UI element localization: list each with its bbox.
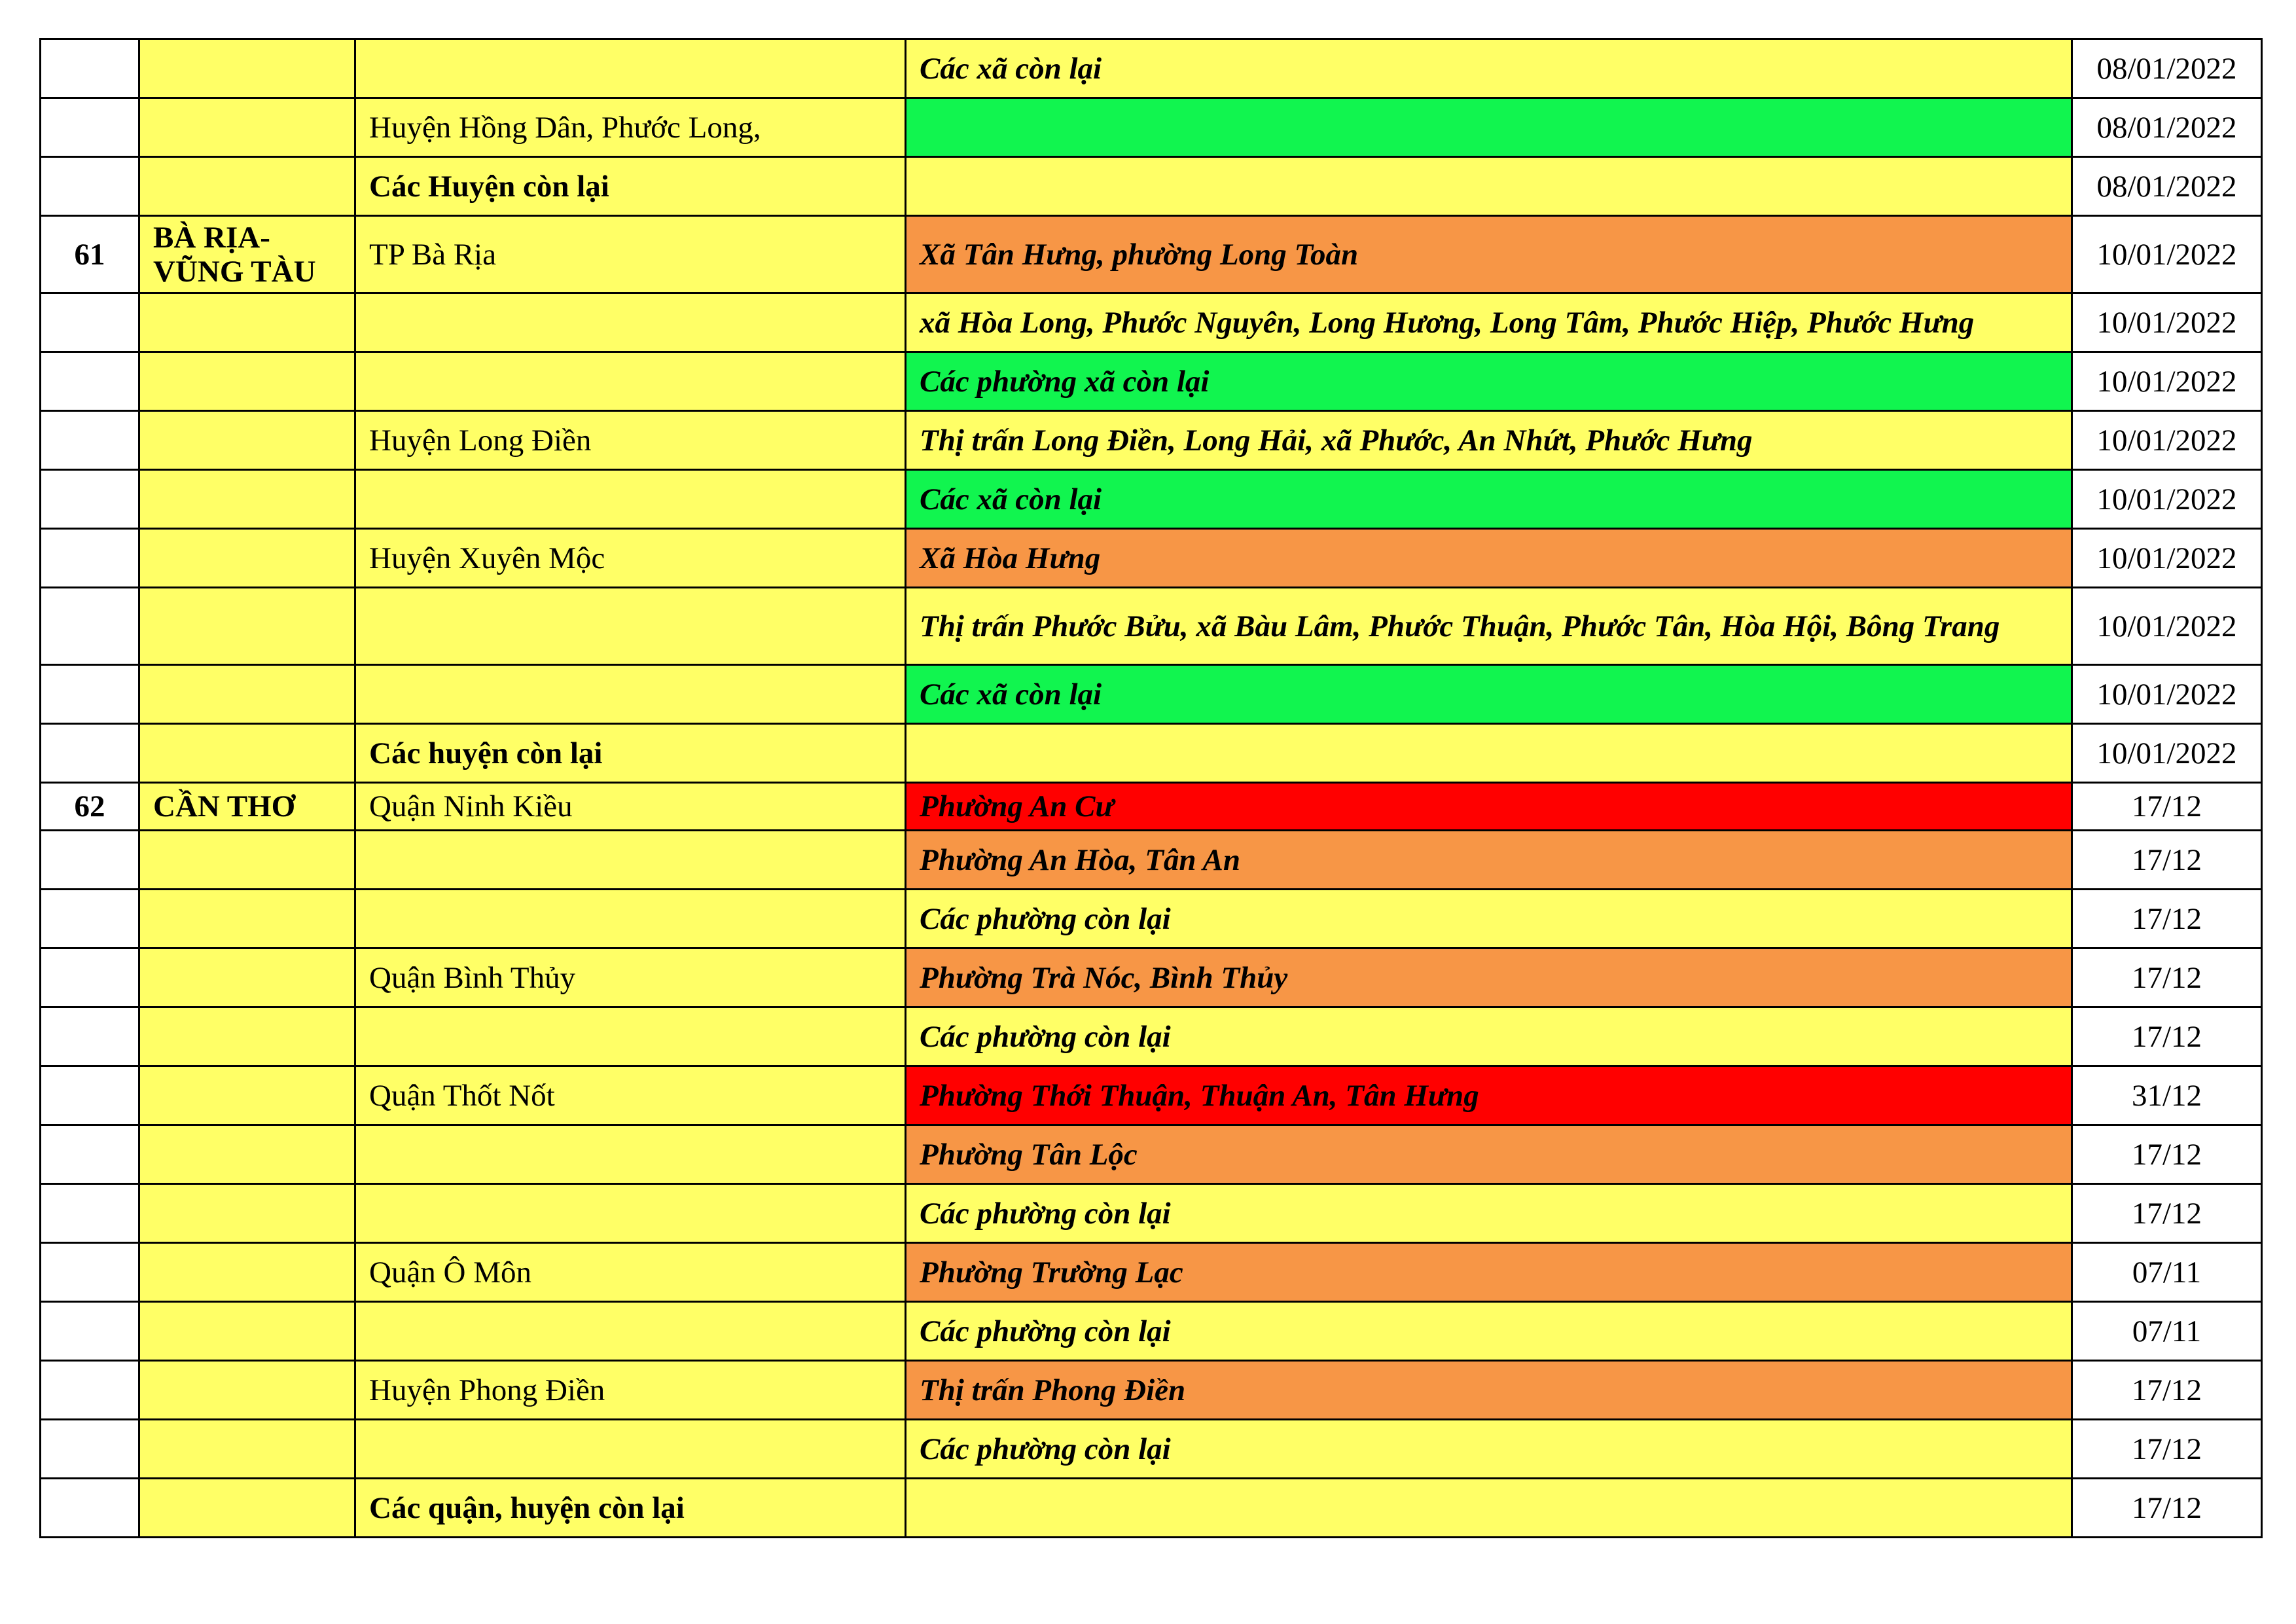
district-cell <box>355 1184 906 1243</box>
ward-cell: Phường An Cư <box>906 783 2072 831</box>
district-cell: Các quận, huyện còn lại <box>355 1479 906 1538</box>
district-cell <box>355 1420 906 1479</box>
table-row <box>41 1420 2262 1479</box>
province-cell <box>139 1420 355 1479</box>
date-cell: 17/12 <box>2072 831 2262 890</box>
district-cell: Các huyện còn lại <box>355 724 906 783</box>
table-row <box>41 783 2262 831</box>
province-cell <box>139 1361 355 1420</box>
district-cell: Quận Thốt Nốt <box>355 1066 906 1125</box>
district-cell <box>355 470 906 529</box>
ward-cell: Thị trấn Long Điền, Long Hải, xã Phước, An Nhứt, Phước Hưng <box>906 411 2072 470</box>
ward-cell: xã Hòa Long, Phước Nguyên, Long Hương, Long Tâm, Phước Hiệp, Phước Hưng <box>906 293 2072 352</box>
stt-cell <box>41 411 139 470</box>
date-cell: 17/12 <box>2072 1420 2262 1479</box>
date-cell: 10/01/2022 <box>2072 588 2262 665</box>
stt-cell <box>41 529 139 588</box>
ward-cell: Thị trấn Phong Điền <box>906 1361 2072 1420</box>
date-cell: 31/12 <box>2072 1066 2262 1125</box>
district-cell: Huyện Xuyên Mộc <box>355 529 906 588</box>
stt-cell: 61 <box>41 216 139 293</box>
stt-cell <box>41 890 139 948</box>
district-cell <box>355 1302 906 1361</box>
province-cell <box>139 1184 355 1243</box>
district-cell: Quận Bình Thủy <box>355 948 906 1007</box>
province-cell <box>139 948 355 1007</box>
date-cell: 10/01/2022 <box>2072 470 2262 529</box>
date-cell: 17/12 <box>2072 1125 2262 1184</box>
date-cell: 10/01/2022 <box>2072 529 2262 588</box>
stt-cell <box>41 1420 139 1479</box>
date-cell: 07/11 <box>2072 1243 2262 1302</box>
date-cell: 10/01/2022 <box>2072 411 2262 470</box>
table-row <box>41 293 2262 352</box>
province-cell: BÀ RỊA-VŨNG TÀU <box>139 216 355 293</box>
ward-cell: Các phường còn lại <box>906 890 2072 948</box>
ward-cell: Phường Tân Lộc <box>906 1125 2072 1184</box>
province-cell <box>139 1243 355 1302</box>
stt-cell <box>41 98 139 157</box>
table-row <box>41 98 2262 157</box>
province-cell <box>139 831 355 890</box>
ward-cell: Xã Hòa Hưng <box>906 529 2072 588</box>
stt-cell <box>41 39 139 98</box>
table-row <box>41 665 2262 724</box>
table-row <box>41 411 2262 470</box>
table-row <box>41 1184 2262 1243</box>
stt-cell <box>41 1361 139 1420</box>
table-row <box>41 157 2262 216</box>
ward-cell: Các xã còn lại <box>906 665 2072 724</box>
ward-cell <box>906 157 2072 216</box>
province-cell <box>139 724 355 783</box>
district-cell: Huyện Hồng Dân, Phước Long, <box>355 98 906 157</box>
ward-cell <box>906 1479 2072 1538</box>
district-cell <box>355 293 906 352</box>
stt-cell <box>41 1302 139 1361</box>
province-cell <box>139 588 355 665</box>
table-row <box>41 1125 2262 1184</box>
ward-cell: Phường An Hòa, Tân An <box>906 831 2072 890</box>
ward-cell: Các xã còn lại <box>906 39 2072 98</box>
district-cell <box>355 1125 906 1184</box>
stt-cell <box>41 588 139 665</box>
ward-cell: Thị trấn Phước Bửu, xã Bàu Lâm, Phước Thuận, Phước Tân, Hòa Hội, Bông Trang <box>906 588 2072 665</box>
province-cell <box>139 529 355 588</box>
ward-cell: Các xã còn lại <box>906 470 2072 529</box>
province-cell <box>139 1066 355 1125</box>
stt-cell <box>41 1066 139 1125</box>
district-cell <box>355 352 906 411</box>
date-cell: 10/01/2022 <box>2072 293 2262 352</box>
stt-cell <box>41 470 139 529</box>
district-cell <box>355 1007 906 1066</box>
table-row <box>41 948 2262 1007</box>
date-cell: 08/01/2022 <box>2072 157 2262 216</box>
table-row <box>41 1479 2262 1538</box>
table-row <box>41 216 2262 293</box>
table-row <box>41 1361 2262 1420</box>
date-cell: 17/12 <box>2072 1479 2262 1538</box>
stt-cell <box>41 665 139 724</box>
district-cell: Huyện Long Điền <box>355 411 906 470</box>
table-row <box>41 588 2262 665</box>
province-cell <box>139 1302 355 1361</box>
date-cell: 07/11 <box>2072 1302 2262 1361</box>
district-cell: Quận Ô Môn <box>355 1243 906 1302</box>
province-cell <box>139 98 355 157</box>
ward-cell: Các phường còn lại <box>906 1420 2072 1479</box>
date-cell: 08/01/2022 <box>2072 98 2262 157</box>
date-cell: 10/01/2022 <box>2072 665 2262 724</box>
district-cell: TP Bà Rịa <box>355 216 906 293</box>
table-row <box>41 352 2262 411</box>
stt-cell <box>41 1243 139 1302</box>
stt-cell <box>41 1125 139 1184</box>
ward-cell: Các phường xã còn lại <box>906 352 2072 411</box>
district-cell <box>355 890 906 948</box>
district-cell: Các Huyện còn lại <box>355 157 906 216</box>
risk-level-table <box>39 38 2263 1538</box>
table-row <box>41 724 2262 783</box>
table-row <box>41 831 2262 890</box>
stt-cell <box>41 1184 139 1243</box>
province-cell <box>139 293 355 352</box>
stt-cell <box>41 831 139 890</box>
ward-cell: Xã Tân Hưng, phường Long Toàn <box>906 216 2072 293</box>
table-row <box>41 1007 2262 1066</box>
date-cell: 17/12 <box>2072 1007 2262 1066</box>
date-cell: 17/12 <box>2072 1361 2262 1420</box>
ward-cell: Các phường còn lại <box>906 1007 2072 1066</box>
ward-cell <box>906 98 2072 157</box>
district-cell: Huyện Phong Điền <box>355 1361 906 1420</box>
stt-cell <box>41 157 139 216</box>
ward-cell: Phường Trà Nóc, Bình Thủy <box>906 948 2072 1007</box>
province-cell <box>139 890 355 948</box>
table-row <box>41 470 2262 529</box>
province-cell <box>139 1007 355 1066</box>
date-cell: 17/12 <box>2072 890 2262 948</box>
province-cell <box>139 470 355 529</box>
stt-cell <box>41 724 139 783</box>
stt-cell: 62 <box>41 783 139 831</box>
stt-cell <box>41 948 139 1007</box>
district-cell <box>355 588 906 665</box>
province-cell <box>139 352 355 411</box>
table-row <box>41 890 2262 948</box>
province-cell: CẦN THƠ <box>139 783 355 831</box>
date-cell: 10/01/2022 <box>2072 724 2262 783</box>
date-cell: 17/12 <box>2072 783 2262 831</box>
table-body <box>41 39 2262 1538</box>
stt-cell <box>41 1007 139 1066</box>
province-cell <box>139 1125 355 1184</box>
table-row <box>41 39 2262 98</box>
table-row <box>41 1243 2262 1302</box>
province-cell <box>139 39 355 98</box>
district-cell <box>355 39 906 98</box>
table-row <box>41 1066 2262 1125</box>
stt-cell <box>41 293 139 352</box>
province-cell <box>139 411 355 470</box>
ward-cell: Các phường còn lại <box>906 1184 2072 1243</box>
stt-cell <box>41 352 139 411</box>
date-cell: 08/01/2022 <box>2072 39 2262 98</box>
district-cell <box>355 665 906 724</box>
date-cell: 10/01/2022 <box>2072 216 2262 293</box>
ward-cell: Các phường còn lại <box>906 1302 2072 1361</box>
date-cell: 17/12 <box>2072 948 2262 1007</box>
table-row <box>41 529 2262 588</box>
district-cell <box>355 831 906 890</box>
ward-cell: Phường Trường Lạc <box>906 1243 2072 1302</box>
stt-cell <box>41 1479 139 1538</box>
district-cell: Quận Ninh Kiều <box>355 783 906 831</box>
date-cell: 10/01/2022 <box>2072 352 2262 411</box>
province-cell <box>139 665 355 724</box>
ward-cell <box>906 724 2072 783</box>
date-cell: 17/12 <box>2072 1184 2262 1243</box>
province-cell <box>139 157 355 216</box>
ward-cell: Phường Thới Thuận, Thuận An, Tân Hưng <box>906 1066 2072 1125</box>
table-row <box>41 1302 2262 1361</box>
province-cell <box>139 1479 355 1538</box>
